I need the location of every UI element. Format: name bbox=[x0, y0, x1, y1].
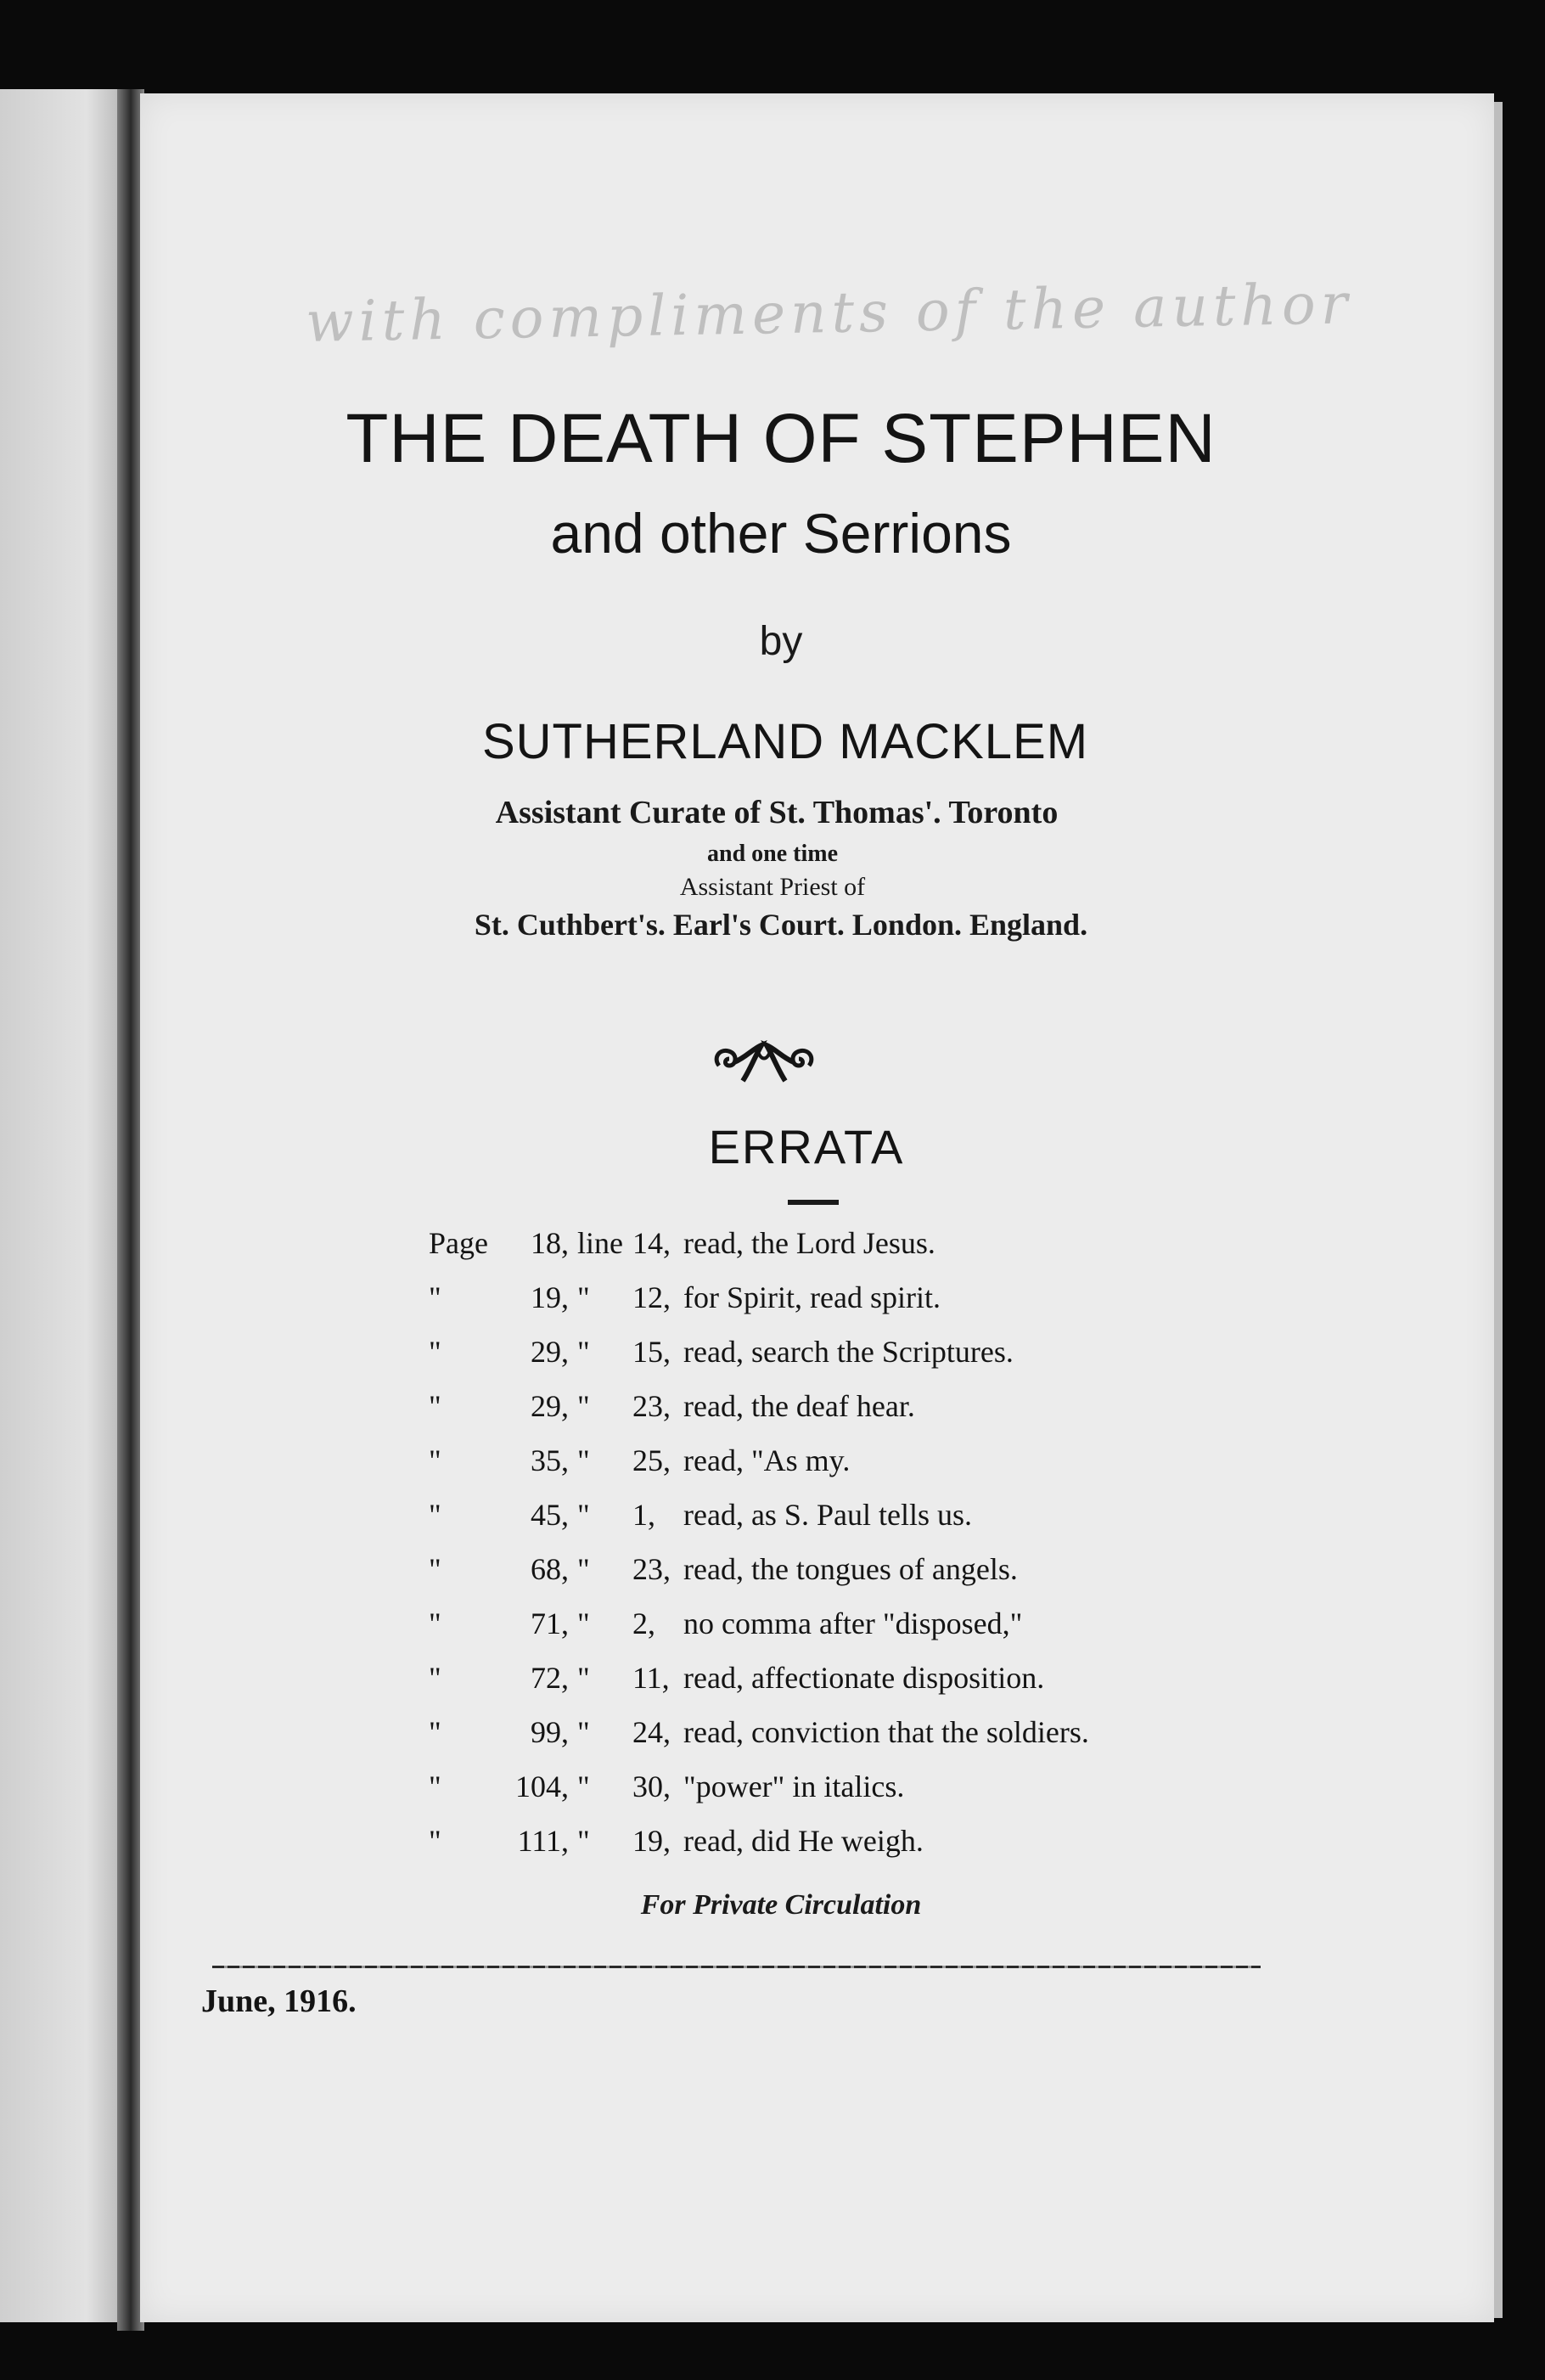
errata-correction: read, conviction that the soldiers. bbox=[683, 1715, 1089, 1749]
errata-correction: read, search the Scriptures. bbox=[683, 1335, 1014, 1369]
errata-line-label: " bbox=[577, 1389, 590, 1423]
errata-line-number: 25, bbox=[632, 1443, 671, 1477]
errata-line-label: " bbox=[577, 1824, 590, 1858]
errata-line-number: 23, bbox=[632, 1389, 671, 1423]
errata-line-number: 15, bbox=[632, 1335, 671, 1369]
errata-line-label: " bbox=[577, 1715, 590, 1749]
errata-line-number: 2, bbox=[632, 1606, 655, 1640]
errata-correction: read, as S. Paul tells us. bbox=[683, 1498, 972, 1532]
errata-list bbox=[429, 1210, 1176, 1862]
errata-line-label: line bbox=[577, 1226, 623, 1260]
errata-page-label: " bbox=[429, 1552, 441, 1586]
affiliation-line-1: Assistant Curate of St. Thomas'. Toronto bbox=[495, 795, 1059, 830]
errata-page-label: " bbox=[429, 1498, 441, 1532]
errata-line-number: 11, bbox=[632, 1661, 670, 1695]
errata-line-label: " bbox=[577, 1606, 590, 1640]
errata-line-number: 19, bbox=[632, 1824, 671, 1858]
errata-page-number: 71, bbox=[531, 1606, 569, 1640]
errata-row bbox=[429, 1808, 1176, 1862]
errata-line-number: 30, bbox=[632, 1770, 671, 1803]
errata-page-number: 19, bbox=[531, 1280, 569, 1314]
errata-row bbox=[429, 1699, 1176, 1753]
circulation-note: For Private Circulation bbox=[640, 1889, 922, 1921]
publication-date: June, 1916. bbox=[201, 1983, 357, 2019]
errata-row bbox=[429, 1427, 1176, 1482]
errata-page-number: 29, bbox=[531, 1335, 569, 1369]
errata-heading: ERRATA bbox=[708, 1120, 905, 1173]
book-subtitle: and other Serr​ions bbox=[550, 502, 1012, 565]
errata-page-label: " bbox=[429, 1715, 441, 1749]
errata-page-number: 104, bbox=[515, 1770, 569, 1803]
errata-line-label: " bbox=[577, 1443, 590, 1477]
errata-row bbox=[429, 1210, 1176, 1264]
errata-line-label: " bbox=[577, 1335, 590, 1369]
book-title: THE DEATH OF STEPHEN bbox=[346, 400, 1216, 477]
by-line: by bbox=[759, 619, 803, 664]
errata-page-label: " bbox=[429, 1824, 441, 1858]
errata-page-label: " bbox=[429, 1606, 441, 1640]
errata-line-label: " bbox=[577, 1280, 590, 1314]
errata-row bbox=[429, 1319, 1176, 1373]
errata-divider bbox=[788, 1200, 839, 1205]
page-edge bbox=[1494, 102, 1503, 2318]
errata-page-label: " bbox=[429, 1389, 441, 1423]
errata-correction: read, "As my. bbox=[683, 1443, 851, 1477]
affiliation-line-3: Assistant Priest of bbox=[679, 873, 866, 901]
errata-correction: read, the Lord Jesus. bbox=[683, 1226, 935, 1260]
errata-row bbox=[429, 1373, 1176, 1427]
errata-page-label: " bbox=[429, 1661, 441, 1695]
errata-line-label: " bbox=[577, 1498, 590, 1532]
errata-line-number: 12, bbox=[632, 1280, 671, 1314]
errata-line-label: " bbox=[577, 1770, 590, 1803]
errata-correction: "power" in italics. bbox=[683, 1770, 905, 1803]
errata-line-label: " bbox=[577, 1661, 590, 1695]
errata-page-number: 99, bbox=[531, 1715, 569, 1749]
fleuron-ornament-icon bbox=[709, 1032, 819, 1091]
errata-correction: read, affectionate disposition. bbox=[683, 1661, 1045, 1695]
errata-page-number: 35, bbox=[531, 1443, 569, 1477]
errata-correction: no comma after "disposed," bbox=[683, 1606, 1023, 1640]
handwritten-inscription: with compliments of the author bbox=[305, 271, 1353, 355]
author-name: SUTHERLAND MACKLEM bbox=[481, 714, 1089, 769]
errata-page-number: 18, bbox=[531, 1226, 569, 1260]
errata-page-number: 29, bbox=[531, 1389, 569, 1423]
errata-page-label: Page bbox=[429, 1226, 488, 1260]
errata-page-number: 45, bbox=[531, 1498, 569, 1532]
errata-row bbox=[429, 1645, 1176, 1699]
errata-row bbox=[429, 1590, 1176, 1645]
affiliation-line-4: St. Cuthbert's. Earl's Court. London. England. bbox=[474, 908, 1088, 942]
errata-correction: read, did He weigh. bbox=[683, 1824, 924, 1858]
errata-correction: read, the deaf hear. bbox=[683, 1389, 915, 1423]
errata-line-number: 14, bbox=[632, 1226, 671, 1260]
errata-page-number: 72, bbox=[531, 1661, 569, 1695]
errata-page-number: 68, bbox=[531, 1552, 569, 1586]
errata-page-number: 111, bbox=[517, 1824, 569, 1858]
errata-line-label: " bbox=[577, 1552, 590, 1586]
errata-line-number: 24, bbox=[632, 1715, 671, 1749]
errata-row bbox=[429, 1264, 1176, 1319]
footer-rule bbox=[212, 1966, 1261, 1968]
errata-row bbox=[429, 1482, 1176, 1536]
errata-page-label: " bbox=[429, 1335, 441, 1369]
errata-line-number: 1, bbox=[632, 1498, 655, 1532]
errata-row bbox=[429, 1536, 1176, 1590]
errata-page-label: " bbox=[429, 1443, 441, 1477]
errata-correction: read, the tongues of angels. bbox=[683, 1552, 1018, 1586]
errata-correction: for Spirit, read spirit. bbox=[683, 1280, 941, 1314]
affiliation-line-2: and one time bbox=[707, 841, 838, 867]
errata-page-label: " bbox=[429, 1770, 441, 1803]
errata-line-number: 23, bbox=[632, 1552, 671, 1586]
errata-row bbox=[429, 1753, 1176, 1808]
errata-page-label: " bbox=[429, 1280, 441, 1314]
